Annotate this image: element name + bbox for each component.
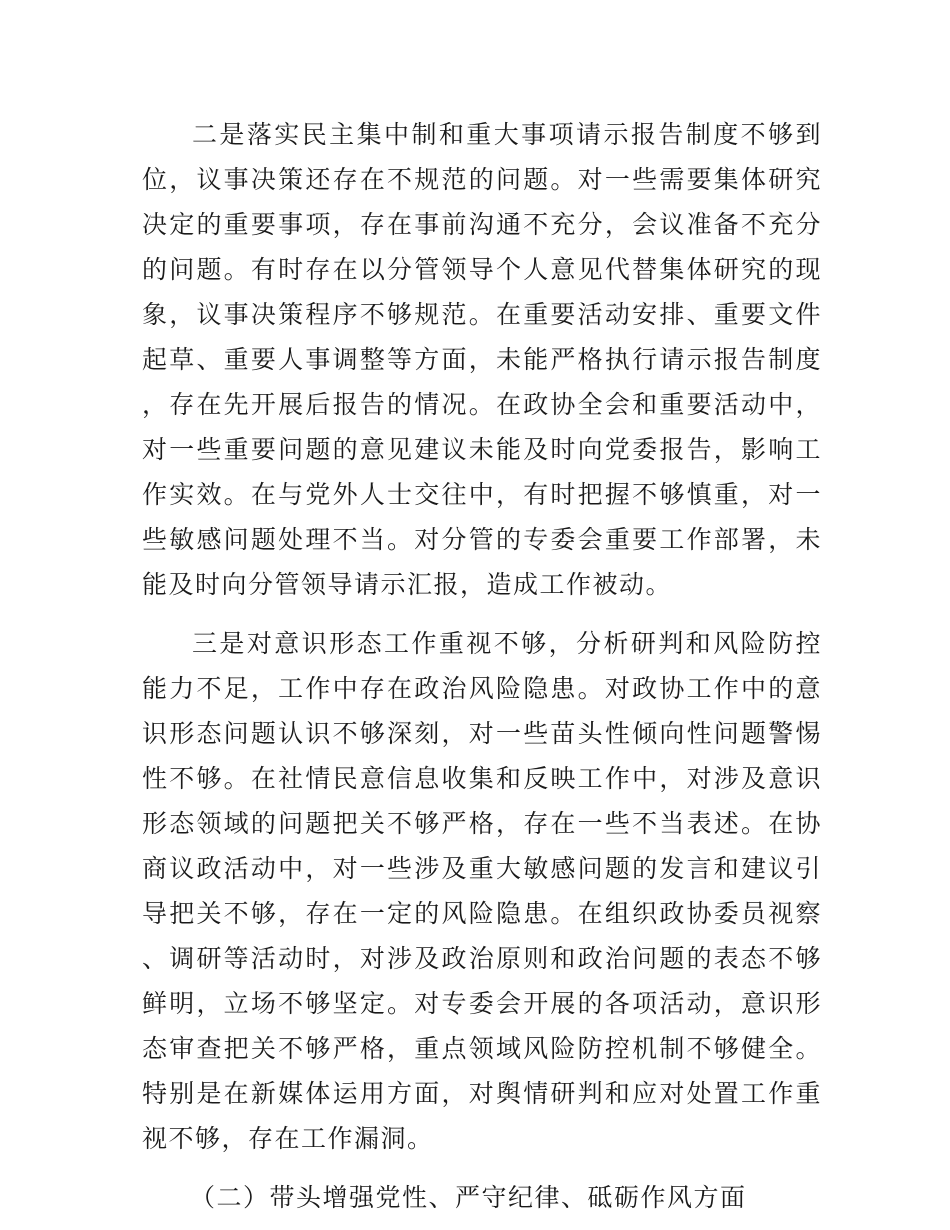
paragraph-item-2: 二是落实民主集中制和重大事项请示报告制度不够到位，议事决策还存在不规范的问题。对一些需要集体研究决定的重要事项，存在事前沟通不充分，会议准备不充分的问题。有时存在以分管领导个人意见代替集体研究的现象，议事决策程序不够规范。在重要活动安排、重要文件起草、重要人事调整等方面，未能严格执行请示报告制度，存在先开展后报告的情况。在政协全会和重要活动中，对一些重要问题的意见建议未能及时向党委报告，影响工作实效。在与党外人士交往中，有时把握不够慎重，对一些敏感问题处理不当。对分管的专委会重要工作部署，未能及时向分管领导请示汇报，造成工作被动。 (142, 120, 822, 599)
section-heading: （二）带头增强党性、严守纪律、砥砺作风方面 (190, 1183, 747, 1212)
document-body (142, 112, 822, 1220)
paragraph-item-3: 三是对意识形态工作重视不够，分析研判和风险防控能力不足，工作中存在政治风险隐患。对政协工作中的意识形态问题认识不够深刻，对一些苗头性倾向性问题警惕性不够。在社情民意信息收集和反映工作中，对涉及意识形态领域的问题把关不够严格，存在一些不当表述。在协商议政活动中，对一些涉及重大敏感问题的发言和建议引导把关不够，存在一定的风险隐患。在组织政协委员视察、调研等活动时，对涉及政治原则和政治问题的表态不够鲜明，立场不够坚定。对专委会开展的各项活动，意识形态审查把关不够严格，重点领域风险防控机制不够健全。特别是在新媒体运用方面，对舆情研判和应对处置工作重视不够，存在工作漏洞。 (142, 629, 822, 1153)
